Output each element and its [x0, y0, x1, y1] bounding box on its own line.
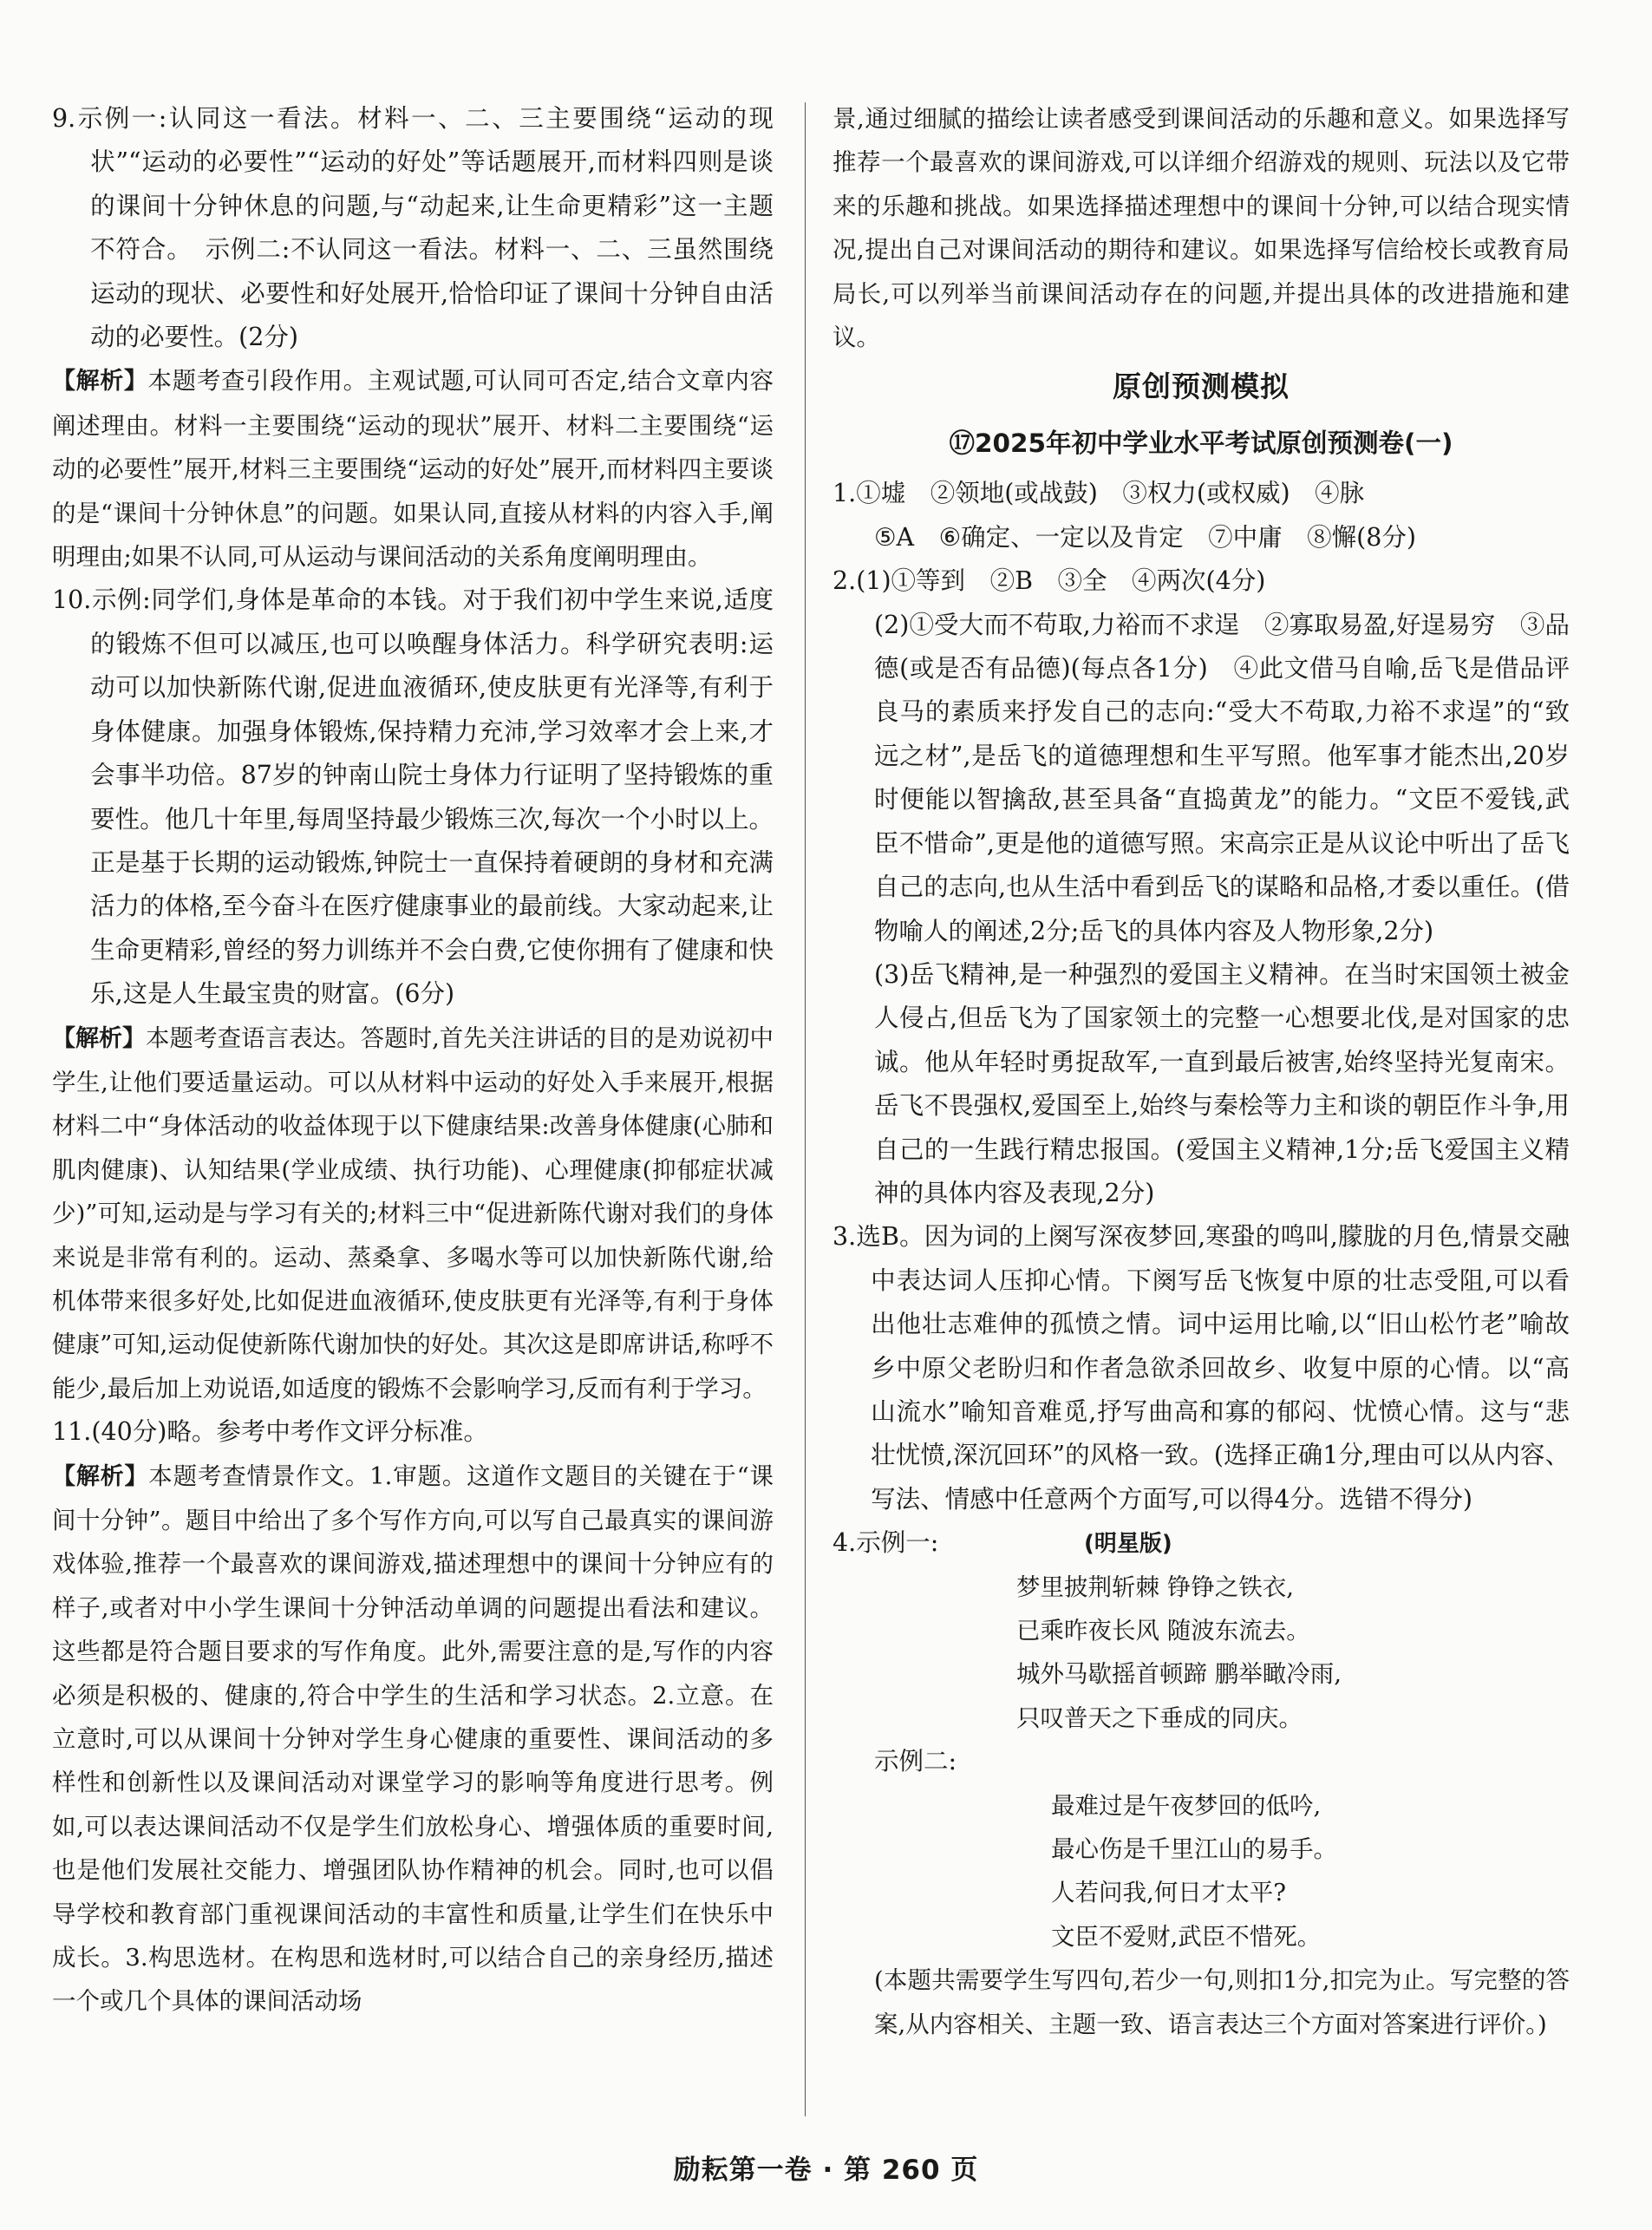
poem-line: 只叹普天之下垂成的同庆。 — [1016, 1704, 1303, 1732]
answer-10: 10.示例:同学们,身体是革命的本钱。对于我们初中学生来说,适度的锻炼不但可以减压,也可以唤醒身体活力。科学研究表明:运动可以加快新陈代谢,促进血液循环,使皮肤更有光泽等,有利于身体健康。加强身体锻炼,保持精力充沛,学习效率才会上来,才会事半功倍。87岁的钟南山院士身体力行证明了坚持锻炼的重要性。他几十年里,每周坚持最少锻炼三次,每次一个小时以上。正是基于长期的运动锻炼,钟院士一直保持着硬朗的身材和充满活力的体格,至今奋斗在医疗健康事业的最前线。大家动起来,让生命更精彩,曾经的努力训练并不会白费,它使你拥有了健康和快乐,这是人生最宝贵的财富。(6分) — [52, 585, 774, 1009]
column-divider — [805, 102, 806, 2116]
analysis-10: 【解析】本题考查语言表达。答题时,首先关注讲话的目的是劝说初中学生,让他们要适量运动。可以从材料中运动的好处入手来展开,根据材料二中“身体活动的收益体现于以下健康结果:改善身体健康(心肺和肌肉健康)、认知结果(学业成绩、执行功能)、心理健康(抑郁症状减少)”可知,运动是与学习有关的;材料三中“促进新陈代谢对我们的身体来说是非常有利的。运动、蒸桑拿、多喝水等可以加快新陈代谢,给机体带来很多好处,比如促进血液循环,使皮肤更有光泽等,有利于身体健康”可知,运动促使新陈代谢加快的好处。其次这是即席讲话,称呼不能少,最后加上劝说语,如适度的锻炼不会影响学习,反而有利于学习。 — [52, 1023, 774, 1403]
analysis-tag: 【解析】 — [52, 1024, 147, 1052]
section-title: 原创预测模拟 — [1113, 369, 1290, 404]
answer-3: 3.选B。因为词的上阕写深夜梦回,寒蛩的鸣叫,朦胧的月色,情景交融中表达词人压抑心情。下阕写岳飞恢复中原的壮志受阻,可以看出他壮志难伸的孤愤之情。词中运用比喻,以“旧山松竹老”喻故乡中原父老盼归和作者急欲杀回故乡、收复中原的心情。以“高山流水”喻知音难觅,抒写曲高和寡的郁闷、忧愤心情。这与“悲壮忧愤,深沉回环”的风格一致。(选择正确1分,理由可以从内容、写法、情感中任意两个方面写,可以得4分。选错不得分) — [833, 1222, 1570, 1514]
poem-line: 最心伤是千里江山的易手。 — [1051, 1835, 1337, 1864]
poem-line: 文臣不爱财,武臣不惜死。 — [1051, 1922, 1322, 1951]
left-column — [52, 97, 774, 2024]
analysis-11-continued: 景,通过细腻的描绘让读者感受到课间活动的乐趣和意义。如果选择写推荐一个最喜欢的课间游戏,可以详细介绍游戏的规则、玩法以及它带来的乐趣和挑战。如果选择描述理想中的课间十分钟,可以结合现实情况,提出自己对课间活动的期待和建议。如果选择写信给校长或教育局局长,可以列举当前课间活动存在的问题,并提出具体的改进措施和建议。 — [833, 105, 1570, 352]
analysis-11: 【解析】本题考查情景作文。1.审题。这道作文题目的关键在于“课间十分钟”。题目中给出了多个写作方向,可以写自己最真实的课间游戏体验,推荐一个最喜欢的课间游戏,描述理想中的课间十分钟应有的样子,或者对中小学生课间十分钟活动单调的问题提出看法和建议。这些都是符合题目要求的写作角度。此外,需要注意的是,写作的内容必须是积极的、健康的,符合中学生的生活和学习状态。2.立意。在立意时,可以从课间十分钟对学生身心健康的重要性、课间活动的多样性和创新性以及课间活动对课堂学习的影响等角度进行思考。例如,可以表达课间活动不仅是学生们放松身心、增强体质的重要时间,也是他们发展社交能力、增强团队协作精神的机会。同时,也可以倡导学校和教育部门重视课间活动的丰富性和质量,让学生们在快乐中成长。3.构思选材。在构思和选材时,可以结合自己的亲身经历,描述一个或几个具体的课间活动场 — [52, 1462, 774, 2016]
answer-2-part1: 2.(1)①等到 ②B ③全 ④两次(4分) — [833, 566, 1266, 596]
version-tag: (明星版) — [1084, 1531, 1172, 1558]
analysis-tag: 【解析】 — [52, 368, 148, 396]
analysis-9: 【解析】本题考查引段作用。主观试题,可认同可否定,结合文章内容阐述理由。材料一主要围绕“运动的现状”展开、材料二主要围绕“运动的必要性”展开,材料三主要围绕“运动的好处”展开,而材料四主要谈的是“课间十分钟休息”的问题。如果认同,直接从材料的内容入手,阐明理由;如果不认同,可从运动与课间活动的关系角度阐明理由。 — [52, 367, 774, 572]
analysis-tag: 【解析】 — [52, 1462, 149, 1490]
poem-1 — [833, 1566, 1570, 1741]
answer-2-part2: (2)①受大而不苟取,力裕而不求逞 ②寡取易盈,好逞易穷 ③品德(或是否有品德)(每点各1分) ④此文借马自喻,岳飞是借品评良马的素质来抒发自己的志向:“受大不苟取,力裕不求逞”的“致远之材”,是岳飞的道德理想和生平写照。他军事才能杰出,20岁时便能以智擒敌,甚至具备“直捣黄龙”的能力。“文臣不爱钱,武臣不惜命”,更是他的道德写照。宋高宗正是从议论中听出了岳飞自己的志向,也从生活中看到岳飞的谋略和品格,才委以重任。(借物喻人的阐述,2分;岳飞的具体内容及人物形象,2分) — [874, 610, 1570, 945]
answer-11: 11.(40分)略。参考中考作文评分标准。 — [52, 1417, 488, 1447]
answer-2-part3: (3)岳飞精神,是一种强烈的爱国主义精神。在当时宋国领土被金人侵占,但岳飞为了国家领土的完整一心想要北伐,是对国家的忠诚。他从年轻时勇捉敌军,一直到最后被害,始终坚持光复南宋。岳飞不畏强权,爱国至上,始终与秦桧等力主和谈的朝臣作斗争,用自己的一生践行精忠报国。(爱国主义精神,1分;岳飞爱国主义精神的具体内容及表现,2分) — [874, 959, 1570, 1207]
answer-1-line2: ⑤A ⑥确定、一定以及肯定 ⑦中庸 ⑧懈(8分) — [874, 522, 1417, 552]
poem-line: 梦里披荆斩棘 铮铮之铁衣, — [1016, 1573, 1294, 1601]
poem-2 — [833, 1784, 1570, 1959]
poem-line: 人若问我,何日才太平? — [1051, 1879, 1286, 1907]
answer-9: 9.示例一:认同这一看法。材料一、二、三主要围绕“运动的现状”“运动的必要性”“运动的好处”等话题展开,而材料四则是谈的课间十分钟休息的问题,与“动起来,让生命更精彩”这一主题不符合。 示例二:不认同这一看法。材料一、二、三虽然围绕运动的现状、必要性和好处展开,恰恰印证了课间十分钟自由活动的必要性。(2分) — [52, 104, 774, 352]
example-2-label: 示例二: — [874, 1747, 957, 1776]
poem-line: 城外马歇摇首顿蹄 鹏举瞰冷雨, — [1016, 1660, 1342, 1689]
page-footer: 励耘第一卷 · 第 260 页 — [673, 2155, 979, 2186]
poem-line: 已乘昨夜长风 随波东流去。 — [1016, 1617, 1310, 1645]
answer-4-note: (本题共需要学生写四句,若少一句,则扣1分,扣完为止。写完整的答案,从内容相关、主题一致、语言表达三个方面对答案进行评价。) — [874, 1966, 1570, 2038]
exam-title: ⑰2025年初中学业水平考试原创预测卷(一) — [949, 428, 1453, 459]
answer-1-line1: 1.①墟 ②领地(或战鼓) ③权力(或权威) ④脉 — [833, 479, 1365, 508]
answer-4-header — [833, 1521, 1570, 1565]
poem-line: 最难过是午夜梦回的低吟, — [1051, 1791, 1322, 1820]
right-column — [833, 97, 1570, 2046]
example-1-label: 4.示例一: — [833, 1528, 939, 1558]
